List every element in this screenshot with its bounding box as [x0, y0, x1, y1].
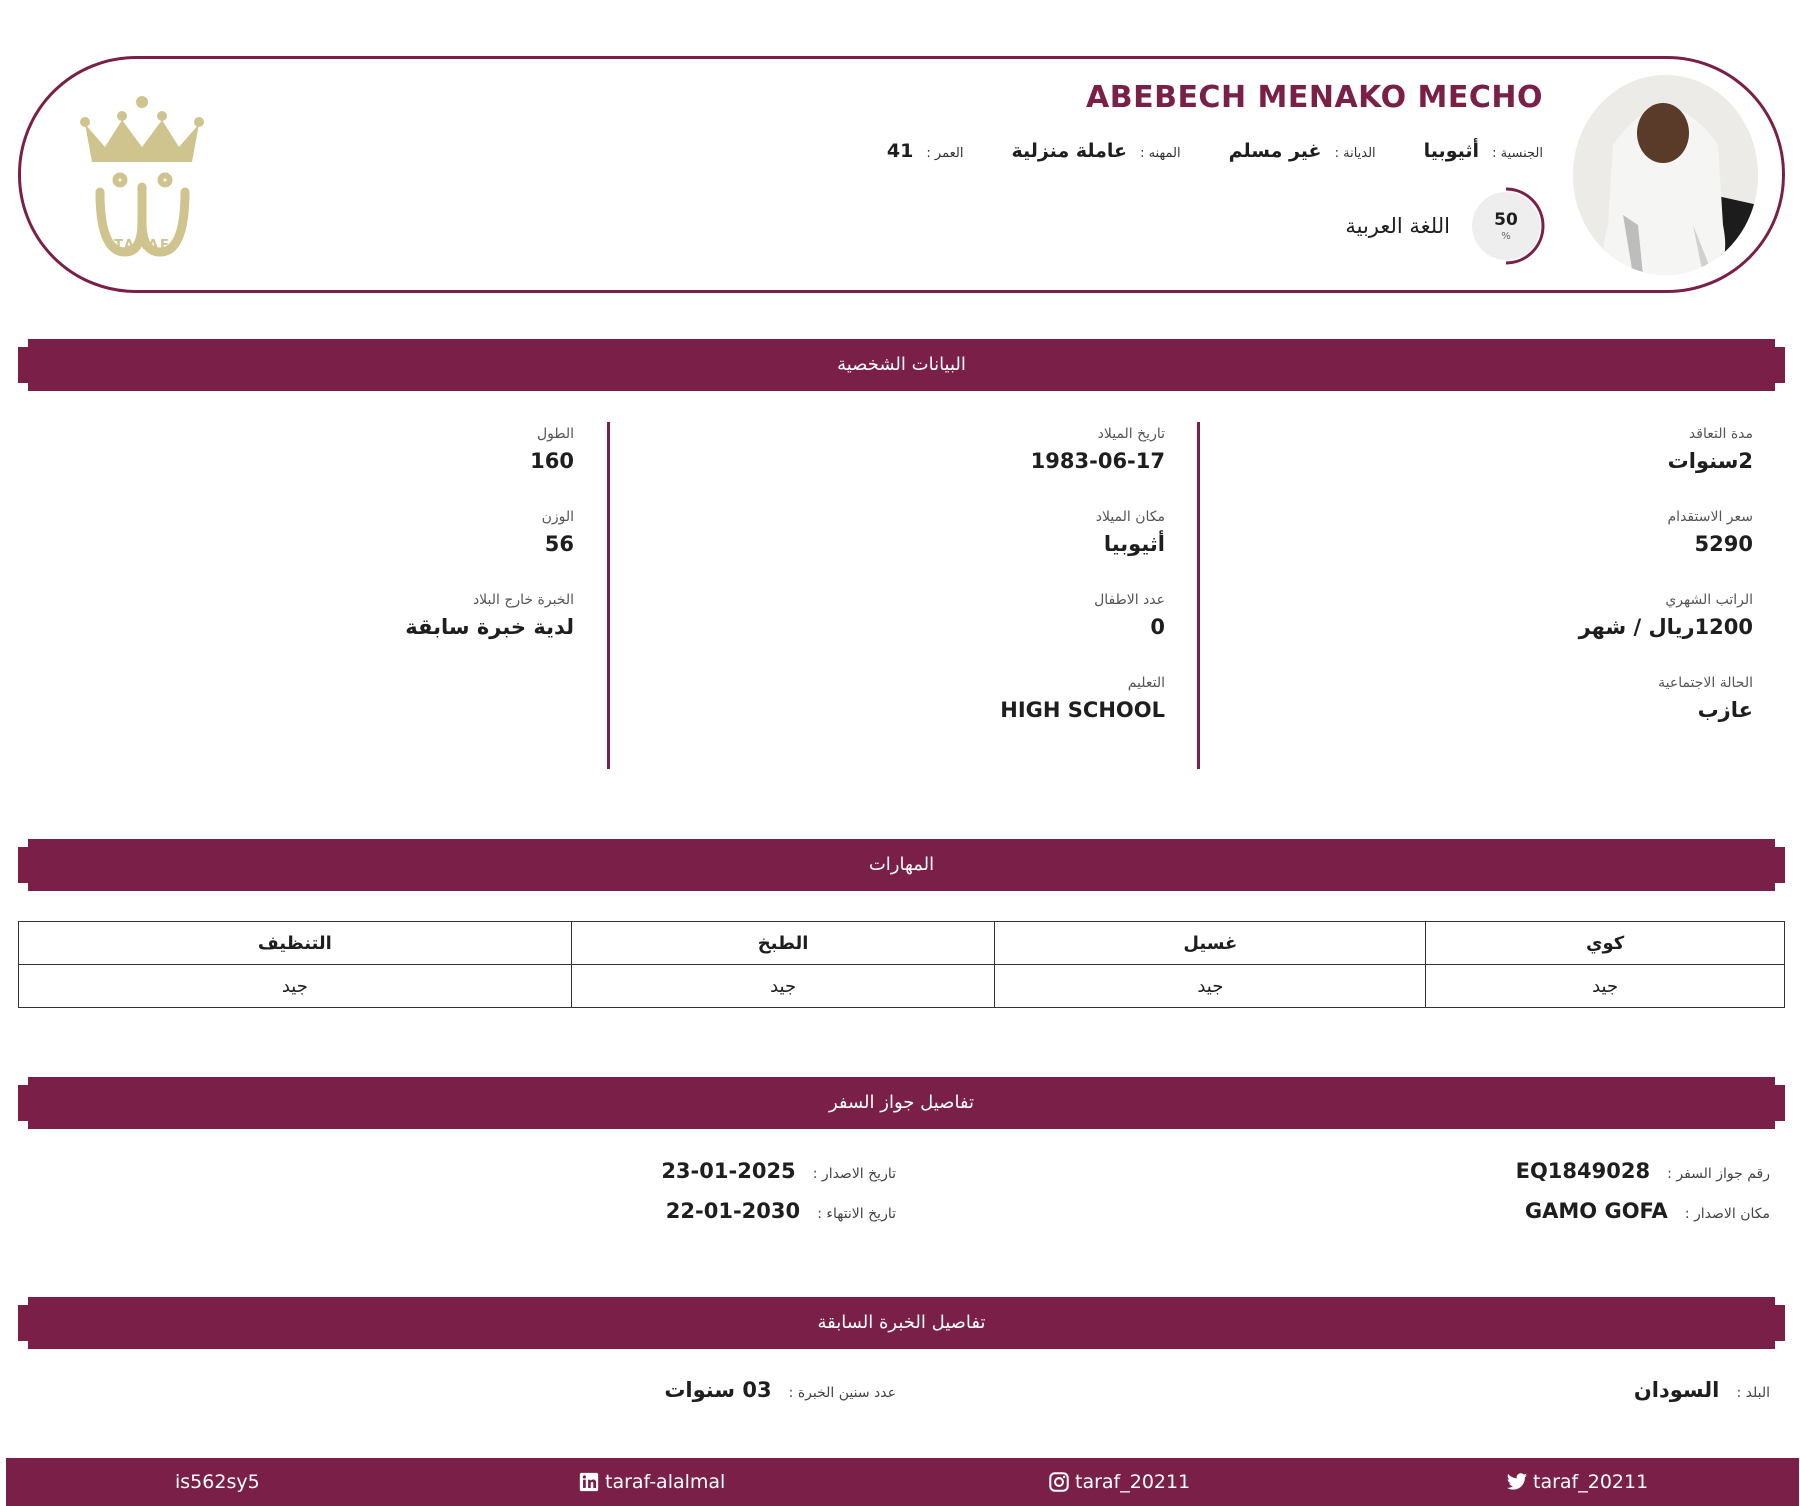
monthly-salary-label: الراتب الشهري — [1665, 592, 1753, 608]
weight-label: الوزن — [541, 509, 574, 525]
contract-duration-value: 2سنوات — [1667, 449, 1753, 473]
skills-level-row — [19, 965, 1785, 1008]
section-bar-personal — [18, 339, 1785, 391]
nationality-value: أثيوبيا — [1423, 140, 1480, 162]
passport-issue-place-value: GAMO GOFA — [1524, 1199, 1668, 1223]
marital-status-label: الحالة الاجتماعية — [1658, 675, 1753, 691]
birth-place — [765, 505, 1165, 588]
passport-issue-place-label: مكان الاصدار : — [1684, 1206, 1770, 1222]
footer-code — [175, 1458, 260, 1506]
reference-code: is562sy5 — [175, 1471, 260, 1493]
column-divider — [607, 422, 610, 769]
linkedin-handle: taraf-alalmal — [605, 1471, 726, 1493]
logo-wordmark: TARAF — [114, 238, 171, 253]
weight — [174, 505, 574, 588]
age-label: العمر : — [926, 146, 964, 161]
experience-years — [664, 1378, 896, 1402]
section-title-skills: المهارات — [868, 854, 935, 875]
experience-country-label: البلد : — [1736, 1385, 1770, 1401]
key-facts — [887, 140, 1543, 162]
monthly-salary-value: 1200ريال / شهر — [1578, 615, 1753, 639]
skill-ironing-level: جيد — [1426, 965, 1785, 1008]
abroad-experience-value: لدية خبرة سابقة — [405, 615, 574, 639]
taraf-logo-icon — [80, 92, 205, 262]
children-count-value: 0 — [1150, 615, 1165, 639]
passport-number-label: رقم جواز السفر : — [1667, 1166, 1770, 1182]
height — [174, 422, 574, 505]
nationality-label: الجنسية : — [1492, 146, 1543, 161]
religion-fact — [1229, 140, 1376, 162]
personal-column-middle — [765, 422, 1165, 754]
education-label: التعليم — [1127, 675, 1165, 691]
section-title-passport: تفاصيل جواز السفر — [828, 1092, 975, 1113]
birth-place-value: أثيوبيا — [1103, 532, 1165, 556]
profession-fact — [1011, 140, 1180, 162]
section-bar-passport — [18, 1077, 1785, 1129]
personal-column-right — [1353, 422, 1753, 754]
language-label: اللغة العربية — [1345, 214, 1450, 238]
skill-cooking-level: جيد — [571, 965, 995, 1008]
section-title-experience: تفاصيل الخبرة السابقة — [817, 1312, 986, 1333]
passport-number-value: EQ1849028 — [1515, 1159, 1651, 1183]
birth-place-label: مكان الميلاد — [1095, 509, 1165, 525]
marital-status-value: عازب — [1697, 698, 1753, 722]
section-bar-experience — [18, 1297, 1785, 1349]
footer-twitter[interactable] — [1506, 1458, 1648, 1506]
footer-linkedin[interactable] — [578, 1458, 725, 1506]
height-label: الطول — [536, 426, 574, 442]
skill-cleaning-level: جيد — [19, 965, 572, 1008]
passport-expiry-date-label: تاريخ الانتهاء : — [817, 1206, 896, 1222]
recruitment-fee-label: سعر الاستقدام — [1667, 509, 1753, 525]
language-percent: 50 — [1494, 210, 1518, 230]
worker-name: ABEBECH MENAKO MECHO — [1086, 80, 1543, 115]
linkedin-icon — [578, 1471, 600, 1493]
recruitment-fee — [1353, 505, 1753, 588]
twitter-handle: taraf_20211 — [1533, 1471, 1649, 1493]
recruitment-fee-value: 5290 — [1694, 532, 1753, 556]
skill-ironing: كوي — [1426, 922, 1785, 965]
experience-years-label: عدد سنين الخبرة : — [788, 1385, 896, 1401]
contract-duration — [1353, 422, 1753, 505]
instagram-icon — [1048, 1471, 1070, 1493]
religion-value: غير مسلم — [1228, 140, 1322, 162]
age-fact — [887, 140, 964, 162]
weight-value: 56 — [544, 532, 574, 556]
children-count-label: عدد الاطفال — [1094, 592, 1165, 608]
skill-cooking: الطبخ — [571, 922, 995, 965]
birth-date-label: تاريخ الميلاد — [1097, 426, 1165, 442]
experience-years-value: 03 سنوات — [664, 1378, 772, 1402]
birth-date-value: 1983-06-17 — [1030, 449, 1165, 473]
education-value: HIGH SCHOOL — [1000, 698, 1165, 722]
skill-washing: غسيل — [995, 922, 1426, 965]
age-value: 41 — [886, 140, 914, 162]
profession-value: عاملة منزلية — [1011, 140, 1127, 162]
profile-photo — [1573, 75, 1758, 275]
height-value: 160 — [530, 449, 574, 473]
passport-issue-date-label: تاريخ الاصدار : — [812, 1166, 896, 1182]
abroad-experience — [174, 588, 574, 671]
skill-cleaning: التنظيف — [19, 922, 572, 965]
skills-header-row — [19, 922, 1785, 965]
section-bar-skills — [18, 839, 1785, 891]
language-percent-sign: % — [1501, 231, 1511, 242]
profession-label: المهنه : — [1140, 146, 1181, 161]
footer-bar — [6, 1458, 1799, 1506]
children-count — [765, 588, 1165, 671]
contract-duration-label: مدة التعاقد — [1688, 426, 1753, 442]
monthly-salary — [1353, 588, 1753, 671]
passport-number — [1516, 1159, 1770, 1183]
section-title-personal: البيانات الشخصية — [837, 354, 966, 375]
abroad-experience-label: الخبرة خارج البلاد — [472, 592, 574, 608]
religion-label: الديانة : — [1334, 146, 1376, 161]
birth-date — [765, 422, 1165, 505]
passport-issue-date — [661, 1159, 896, 1183]
passport-issue-place — [1525, 1199, 1770, 1223]
passport-expiry-date-value: 2030-01-22 — [665, 1199, 801, 1223]
passport-expiry-date — [666, 1199, 896, 1223]
experience-country-value: السودان — [1633, 1378, 1720, 1402]
passport-issue-date-value: 2025-01-23 — [661, 1159, 796, 1183]
footer-instagram[interactable] — [1048, 1458, 1190, 1506]
nationality-fact — [1424, 140, 1543, 162]
column-divider — [1197, 422, 1200, 769]
skill-washing-level: جيد — [995, 965, 1426, 1008]
marital-status — [1353, 671, 1753, 754]
skills-table — [18, 921, 1785, 1008]
personal-column-left — [174, 422, 574, 671]
education — [765, 671, 1165, 754]
twitter-icon — [1506, 1471, 1528, 1493]
instagram-handle: taraf_20211 — [1075, 1471, 1191, 1493]
experience-country — [1634, 1378, 1770, 1402]
